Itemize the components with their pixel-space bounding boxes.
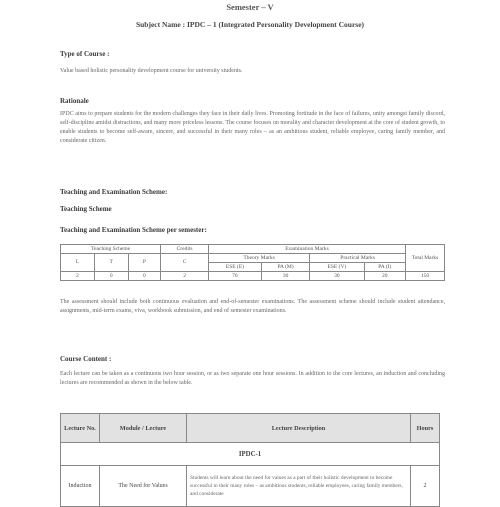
rationale-text: IPDC aims to prepare students for the modern challenges they face in their daily lives. Promoting fortitude in the face of failures, unity amongst family discord, self-discipline amidst distractions, and many more priceless lessons. The course focuses on morality and character development at the core of student growth, to enable students to become self-aware, sincere, and successful in their many roles – as an ambitious student, reliable employee, caring family member, and considerate citizen. — [60, 111, 445, 144]
marks-table-row — [61, 272, 445, 281]
teaching-scheme-subheading: Teaching Scheme — [60, 205, 112, 213]
module-cell: The Need for Values — [100, 466, 187, 507]
table-cell: 30 — [310, 272, 364, 281]
table-cell: 20 — [364, 272, 405, 281]
table-cell: T — [94, 254, 128, 272]
table-cell: 70 — [208, 272, 261, 281]
table-cell: L — [61, 254, 95, 272]
group-label: IPDC-1 — [61, 443, 440, 466]
table-cell: PA (M) — [261, 263, 309, 272]
table-cell: ESE (E) — [208, 263, 261, 272]
table-header-row — [61, 414, 440, 443]
table-row — [61, 466, 440, 507]
hours-cell: 2 — [411, 466, 440, 507]
table-cell: Teaching Scheme — [61, 245, 161, 254]
table-cell: P — [128, 254, 161, 272]
per-semester-heading: Teaching and Examination Scheme per semester: — [60, 226, 207, 234]
type-of-course-text: Value based holistic personality development course for university students. — [60, 68, 243, 74]
lecture-number-cell: Induction — [61, 466, 100, 507]
type-of-course-heading: Type of Course : — [60, 50, 110, 58]
column-header: Lecture Description — [187, 414, 411, 443]
table-cell: Practical Marks — [310, 254, 406, 263]
column-header: Hours — [411, 414, 440, 443]
table-group-row — [61, 443, 440, 466]
marks-table-row — [61, 245, 445, 254]
semester-title: Semester – V — [226, 2, 274, 12]
column-header: Module / Lecture — [100, 414, 187, 443]
description-cell: Students will learn about the need for values as a part of their holistic development to become successful in their many roles – as ambitious students, reliable employees, caring family members, and considerate — [187, 466, 411, 507]
table-cell: C — [161, 254, 209, 272]
course-content-heading: Course Content : — [60, 355, 112, 363]
table-cell: 30 — [261, 272, 309, 281]
table-cell: 2 — [61, 272, 95, 281]
table-cell: Theory Marks — [208, 254, 309, 263]
table-cell: ESE (V) — [310, 263, 364, 272]
assessment-text: The assessment should include both continuous evaluation and end-of-semester examinations. The assessment scheme should include student attendance, assignments, mid-term exams, viva, workbook submission, and end of semester examinations. — [60, 299, 445, 314]
rationale-heading: Rationale — [60, 97, 89, 105]
marks-table — [60, 244, 445, 281]
course-content-table — [60, 413, 440, 507]
column-header: Lecture No. — [61, 414, 100, 443]
table-cell: 2 — [161, 272, 209, 281]
table-cell: 0 — [128, 272, 161, 281]
table-cell: Examination Marks — [208, 245, 405, 254]
table-cell: Credits — [161, 245, 209, 254]
teaching-scheme-heading: Teaching and Examination Scheme: — [60, 188, 168, 196]
table-cell: Total Marks — [406, 245, 445, 272]
table-cell: 150 — [406, 272, 445, 281]
subject-title: Subject Name : IPDC – 1 (Integrated Personality Development Course) — [135, 20, 365, 29]
table-cell: 0 — [94, 272, 128, 281]
marks-table-row — [61, 254, 445, 263]
course-content-text: Each lecture can be taken as a continuous two hour session, or as two separate one hour sessions. In addition to the core lectures, an induction and concluding lectures are recommended as shown in the below table. — [60, 371, 445, 386]
table-cell: PA (I) — [364, 263, 405, 272]
